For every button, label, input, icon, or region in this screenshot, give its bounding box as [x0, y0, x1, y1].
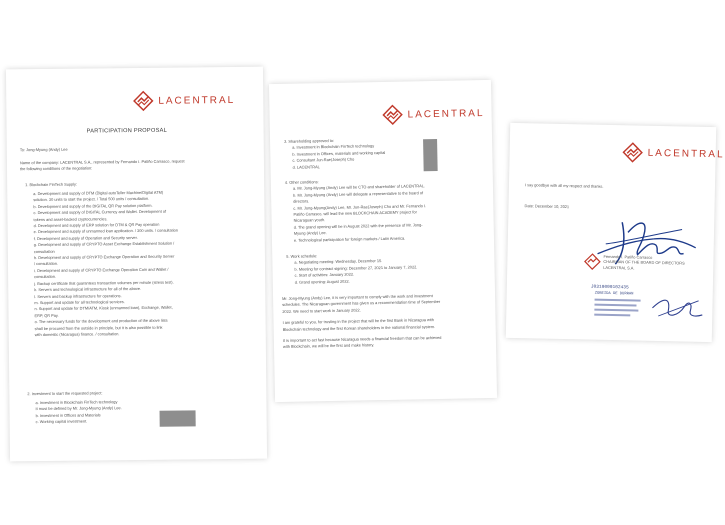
section-1-list	[33, 190, 179, 339]
list-item: h. Development and supply of CRYPTO Exchange Operation and Security Server	[33, 253, 175, 261]
list-item: c. Working capital investment.	[35, 418, 88, 425]
list-item: c. Mr. Jong-Myung(Andy) Lee, Mr. Jun-Rae(Joseph) Cho and Mr. Fernando I.	[293, 202, 427, 211]
lacentral-logo	[132, 89, 235, 112]
signer-details	[603, 254, 685, 272]
list-item: consultation	[33, 248, 55, 254]
lacentral-mark-icon	[583, 252, 601, 270]
paragraph-line: schedules. The Nicaraguan government has given us a recommendation time of September	[282, 299, 441, 308]
list-item: d. Grand opening: August 2022.	[294, 278, 350, 285]
redaction-block	[423, 139, 438, 171]
stamp-number: J0310000102435	[590, 284, 629, 291]
section-2-title: 2. Investment to start the requested project:	[27, 390, 103, 397]
list-item: k. Servers and technological infrastructure for all of the above.	[34, 286, 142, 293]
signer-company: LACENTRAL S.A.	[603, 264, 635, 271]
list-item: f. Development and supply of Operation and Security server.	[33, 234, 138, 241]
list-item: 5. Work schedule:	[286, 253, 318, 259]
list-item: l. Servers and backup infrastructure for operations.	[34, 292, 122, 299]
list-item: d. Development and supply of ERP solution for DTM & QR Pay operation	[33, 221, 160, 229]
paragraph-line: Mr. Jong-Myung (Andy) Lee, it is very important to comply with the work and investment	[282, 293, 433, 301]
list-item: ERP, QR Pay.	[34, 312, 59, 318]
list-item: / consultation.	[33, 261, 59, 267]
intro-line: the following conditions of the negotiation:	[19, 165, 93, 172]
section-5	[286, 251, 417, 286]
stamp-name: ZOBEIDA DE DURRAN	[594, 291, 634, 297]
list-item: d. The grand opening will be in August 2022 with the presence of Mr. Jong-	[293, 222, 423, 230]
notary-signature	[648, 286, 705, 327]
signer-title: CHAIRMAN OF THE BOARD OF DIRECTORS	[603, 259, 685, 266]
list-item: e. Technological participation for foreign markets / Latin America.	[293, 235, 406, 243]
section-1-title: 1. Blockchain FinTech Supply:	[25, 181, 78, 188]
list-item: g. Development and supply of CRYPTO Asset Exchange Establishment Solution /	[33, 240, 175, 248]
stamp-text-line	[594, 304, 636, 307]
paragraph-line: with Blockchain, we will be the first and make history.	[282, 342, 375, 350]
paragraph-line: Blockchain technology and the first Korean shareholders in the national financial system.	[282, 323, 436, 332]
list-item: directors.	[293, 198, 310, 204]
brand-wordmark: LACENTRAL	[158, 94, 236, 107]
stamp-text-line	[594, 314, 630, 317]
lacentral-logo	[621, 141, 724, 165]
proposal-title: PARTICIPATION PROPOSAL	[86, 127, 168, 135]
list-item: shall be procured from the outside in principle, but it is also possible to link	[34, 324, 163, 331]
section-2-list	[35, 399, 122, 426]
closing-paragraphs	[282, 293, 442, 351]
list-item: solution. 30 units to start the project. / Total 500 units / consultation.	[33, 196, 150, 203]
list-item: Patiño Carrasco, will lead the new BLOCKCHAIN ACADEMY project for	[293, 209, 417, 217]
brand-wordmark: LACENTRAL	[407, 107, 485, 121]
list-item: with domestic (Nicaragua) finance. / consultation.	[34, 331, 120, 338]
redaction-block	[160, 410, 196, 426]
list-item: 4. Other conditions:	[284, 179, 319, 185]
list-item: a. Investment in Blockchain FinTech technology	[35, 399, 118, 406]
list-item: Nicaraguan youth.	[293, 217, 326, 224]
list-item: 3. Shareholding approved to:	[284, 137, 335, 144]
signer-block	[583, 252, 683, 272]
section-3	[284, 137, 386, 171]
list-item: b. Meeting for contract signing: December 27, 2021 to January 7, 2022.	[294, 264, 418, 272]
list-item: o. The necessary funds for the development and production of the above lists	[34, 317, 168, 325]
list-item: consultation.	[34, 274, 57, 280]
list-item: b. Mr. Jong-Myung (Andy) Lee will delegate a representative to the board of	[293, 190, 424, 198]
section-4	[285, 177, 427, 244]
list-item: b. Investment in Offices, materials and working capital	[292, 149, 386, 157]
paragraph-line: It is important to act fast because Nicaragua needs a financial freedom that can be achieved	[282, 334, 442, 343]
document-page-3	[506, 123, 725, 342]
list-item: n. Support and update for DTM/ATM, Kiosk (unmanned loan), Exchange, Wallet,	[34, 304, 173, 312]
list-item: m. Support and update for all technological services.	[34, 299, 125, 305]
intro-paragraph	[20, 158, 185, 173]
list-item: e. Development and supply of unmanned loan application. / 300 units. / consultation	[33, 228, 178, 235]
notary-stamp	[590, 285, 651, 326]
stamp-text-line	[595, 299, 641, 302]
document-page-2	[269, 80, 497, 402]
list-item: a. Mr. Jong-Myung (Andy) Lee will be CTO and shareholder of LACENTRAL.	[292, 183, 426, 192]
list-item: i. Development and supply of CRYPTO Exchange Operation Coin and Wallet /	[34, 266, 169, 273]
list-item: Myung (Andy) Lee.	[293, 230, 327, 236]
list-item: a. Development and supply of DTM (Digital autoTeller Machine/Digital ATM)	[33, 189, 164, 197]
list-item: a. Investment in Blockchain FinTech technology	[292, 143, 375, 151]
list-item: j. Backup certificate that guarantees transaction volumes per minute (stress test).	[34, 279, 174, 286]
list-item: d. LACENTRAL	[292, 163, 320, 170]
list-item: It must be defined by Mr. Jong-Myung (Andy) Lee.	[35, 405, 122, 412]
lacentral-mark-icon	[621, 141, 643, 163]
list-item: c. Development and supply of DIGITAL Currency and Wallet. Development of	[33, 208, 167, 216]
list-item: c. Start of activities: January 2022.	[294, 271, 355, 278]
list-item: b. Investment in Offices and Materials	[35, 412, 101, 418]
signer-name: Fernando I. Patiño Carrasco	[603, 253, 653, 260]
list-item: c. Consultant Jun-Rae(Joseph) Cho	[292, 156, 355, 163]
letter-date: Date: December 10, 2021	[524, 203, 570, 210]
lacentral-mark-icon	[381, 104, 403, 126]
list-item: tokens and asset-backed cryptocurrencies.	[33, 215, 108, 222]
intro-line: Name of the company: LACENTRAL S.A., represented by Fernando I. Patiño Carrasco, request	[19, 158, 185, 166]
document-page-1	[6, 67, 267, 462]
lacentral-mark-icon	[132, 90, 154, 112]
list-item: a. Negotiating meeting: Wednesday, December 15.	[294, 258, 383, 266]
paragraph-line: 2022. We need to start work in January 2022.	[282, 307, 361, 314]
recipient-line: To: Jong-Myung (Andy) Lee	[19, 146, 68, 153]
stamp-text-line	[594, 309, 638, 312]
closing-line: I say goodbye with all my respect and thanks.	[524, 182, 604, 189]
paragraph-line: I am grateful to you, for trusting in the project that will be the first Bank in Nicaragua with	[282, 317, 434, 326]
list-item: b. Development and supply of the DIGITAL QR Pay solution platform.	[33, 202, 153, 209]
brand-wordmark: LACENTRAL	[647, 147, 725, 160]
lacentral-logo	[381, 102, 484, 126]
